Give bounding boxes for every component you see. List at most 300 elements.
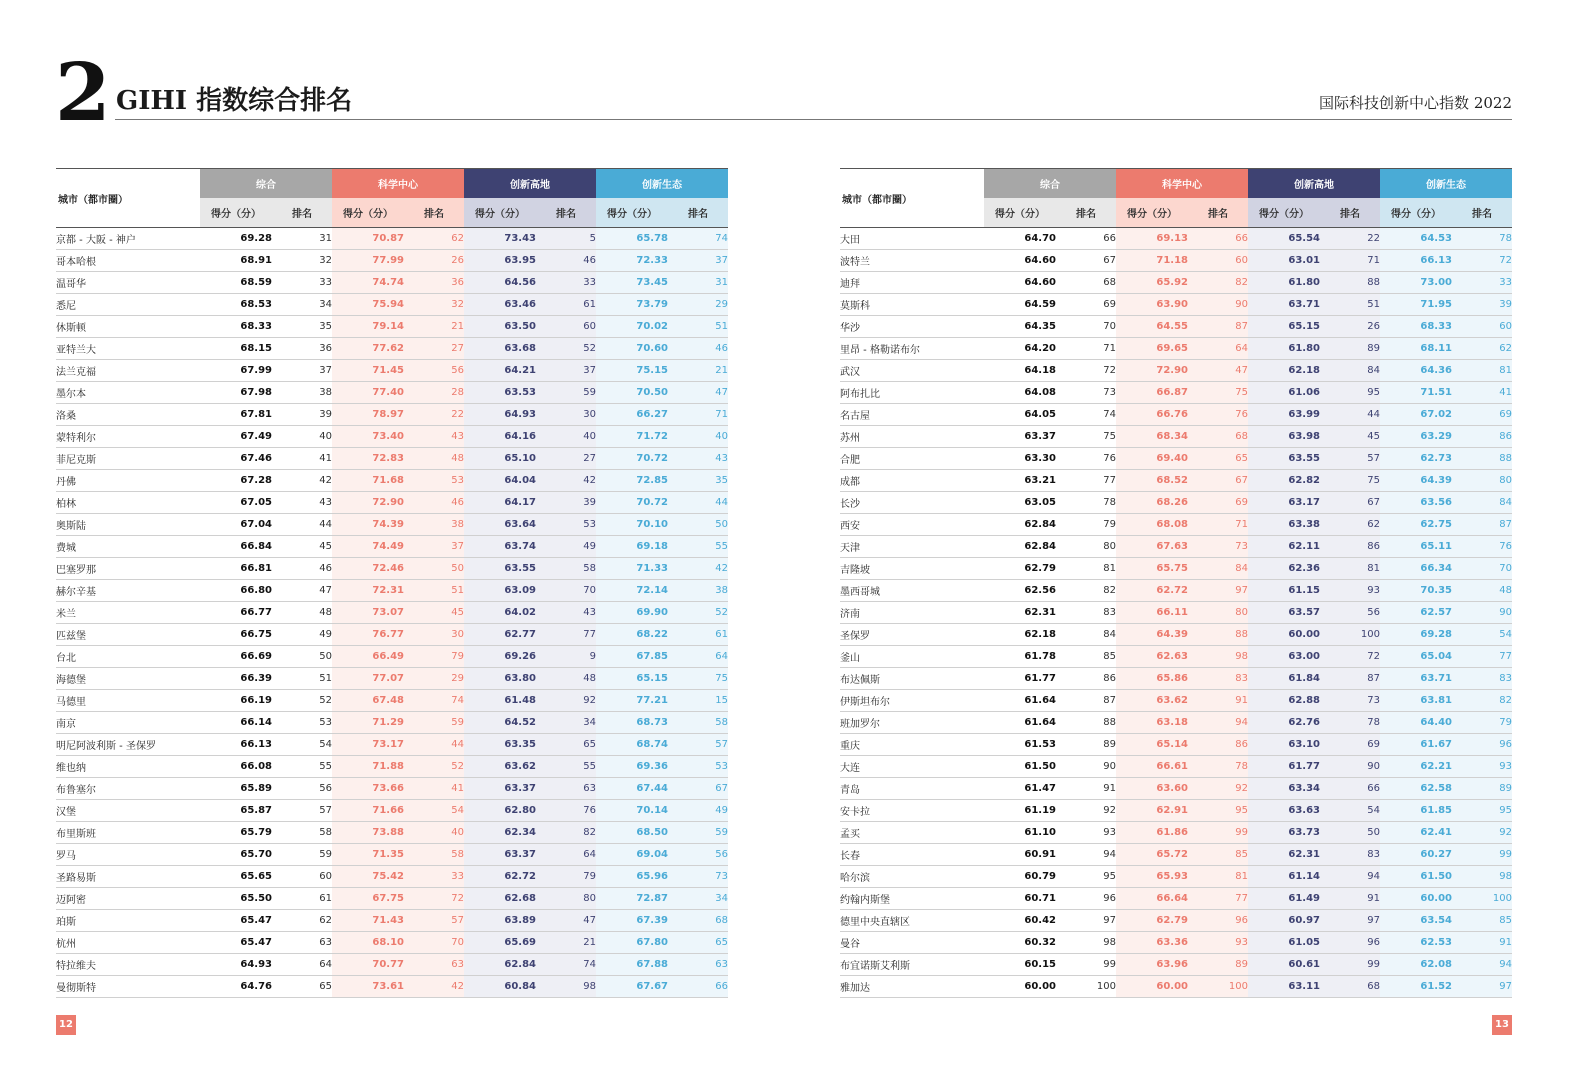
city-name: 费城 [56, 536, 200, 558]
science-center-rank: 48 [404, 448, 464, 470]
table-row [56, 976, 728, 998]
composite-rank: 31 [272, 228, 332, 250]
innovation-highland-rank: 72 [1320, 646, 1380, 668]
innovation-highland-score: 61.80 [1248, 338, 1320, 360]
science-center-score: 63.36 [1116, 932, 1188, 954]
score-column-header: 得分（分） [332, 198, 404, 228]
composite-rank: 82 [1056, 580, 1116, 602]
science-center-score: 72.90 [332, 492, 404, 514]
innovation-ecology-rank: 52 [668, 602, 728, 624]
table-row [840, 712, 1512, 734]
composite-score: 66.14 [200, 712, 272, 734]
composite-rank: 91 [1056, 778, 1116, 800]
science-center-score: 68.34 [1116, 426, 1188, 448]
innovation-ecology-rank: 42 [668, 558, 728, 580]
table-row [840, 514, 1512, 536]
science-center-score: 67.63 [1116, 536, 1188, 558]
report-title: 国际科技创新中心指数 2022 [1319, 94, 1512, 112]
science-center-score: 65.92 [1116, 272, 1188, 294]
innovation-ecology-rank: 15 [668, 690, 728, 712]
innovation-ecology-score: 68.73 [596, 712, 668, 734]
science-center-score: 65.14 [1116, 734, 1188, 756]
science-center-rank: 29 [404, 668, 464, 690]
table-row [840, 602, 1512, 624]
city-name: 明尼阿波利斯 - 圣保罗 [56, 734, 200, 756]
science-center-rank: 97 [1188, 580, 1248, 602]
rank-column-header: 排名 [404, 198, 464, 228]
composite-rank: 76 [1056, 448, 1116, 470]
innovation-highland-rank: 39 [536, 492, 596, 514]
innovation-highland-score: 63.11 [1248, 976, 1320, 998]
ranking-table-right [840, 168, 1512, 998]
science-center-rank: 36 [404, 272, 464, 294]
science-center-group-header: 科学中心 [332, 169, 464, 199]
innovation-highland-score: 62.18 [1248, 360, 1320, 382]
composite-rank: 80 [1056, 536, 1116, 558]
composite-score: 66.19 [200, 690, 272, 712]
composite-rank: 83 [1056, 602, 1116, 624]
innovation-ecology-score: 67.88 [596, 954, 668, 976]
composite-score: 64.35 [984, 316, 1056, 338]
innovation-ecology-score: 70.10 [596, 514, 668, 536]
composite-rank: 77 [1056, 470, 1116, 492]
city-name: 马德里 [56, 690, 200, 712]
innovation-ecology-score: 67.44 [596, 778, 668, 800]
table-row [56, 492, 728, 514]
innovation-highland-rank: 26 [1320, 316, 1380, 338]
composite-score: 68.59 [200, 272, 272, 294]
innovation-ecology-score: 71.51 [1380, 382, 1452, 404]
city-name: 海德堡 [56, 668, 200, 690]
science-center-rank: 22 [404, 404, 464, 426]
innovation-ecology-score: 60.27 [1380, 844, 1452, 866]
city-name: 匹兹堡 [56, 624, 200, 646]
science-center-rank: 57 [404, 910, 464, 932]
innovation-highland-score: 63.10 [1248, 734, 1320, 756]
city-name: 维也纳 [56, 756, 200, 778]
city-name: 安卡拉 [840, 800, 984, 822]
innovation-ecology-score: 66.27 [596, 404, 668, 426]
innovation-ecology-score: 62.73 [1380, 448, 1452, 470]
science-center-score: 70.87 [332, 228, 404, 250]
innovation-ecology-score: 71.95 [1380, 294, 1452, 316]
innovation-ecology-rank: 99 [1452, 844, 1512, 866]
city-name: 曼谷 [840, 932, 984, 954]
science-center-group-header: 科学中心 [1116, 169, 1248, 199]
composite-rank: 78 [1056, 492, 1116, 514]
city-name: 温哥华 [56, 272, 200, 294]
innovation-highland-rank: 96 [1320, 932, 1380, 954]
innovation-highland-score: 60.84 [464, 976, 536, 998]
science-center-score: 73.17 [332, 734, 404, 756]
composite-rank: 33 [272, 272, 332, 294]
innovation-highland-score: 62.11 [1248, 536, 1320, 558]
innovation-ecology-score: 72.87 [596, 888, 668, 910]
innovation-highland-rank: 42 [536, 470, 596, 492]
innovation-ecology-rank: 59 [668, 822, 728, 844]
innovation-highland-score: 63.46 [464, 294, 536, 316]
innovation-ecology-score: 70.72 [596, 448, 668, 470]
composite-rank: 32 [272, 250, 332, 272]
innovation-ecology-score: 68.50 [596, 822, 668, 844]
science-center-rank: 74 [404, 690, 464, 712]
innovation-highland-score: 64.56 [464, 272, 536, 294]
innovation-ecology-rank: 98 [1452, 866, 1512, 888]
innovation-ecology-score: 65.11 [1380, 536, 1452, 558]
city-name: 巴塞罗那 [56, 558, 200, 580]
composite-score: 62.79 [984, 558, 1056, 580]
science-center-score: 75.42 [332, 866, 404, 888]
innovation-ecology-score: 69.28 [1380, 624, 1452, 646]
table-row [840, 690, 1512, 712]
science-center-score: 69.13 [1116, 228, 1188, 250]
innovation-highland-score: 64.17 [464, 492, 536, 514]
city-name: 迪拜 [840, 272, 984, 294]
science-center-rank: 81 [1188, 866, 1248, 888]
city-name: 大田 [840, 228, 984, 250]
composite-rank: 66 [1056, 228, 1116, 250]
innovation-ecology-rank: 92 [1452, 822, 1512, 844]
innovation-highland-rank: 95 [1320, 382, 1380, 404]
science-center-score: 65.86 [1116, 668, 1188, 690]
science-center-score: 65.93 [1116, 866, 1188, 888]
composite-rank: 45 [272, 536, 332, 558]
innovation-highland-rank: 83 [1320, 844, 1380, 866]
innovation-highland-score: 61.49 [1248, 888, 1320, 910]
innovation-ecology-rank: 88 [1452, 448, 1512, 470]
table-row [56, 822, 728, 844]
composite-score: 67.05 [200, 492, 272, 514]
composite-score: 61.77 [984, 668, 1056, 690]
innovation-highland-score: 61.14 [1248, 866, 1320, 888]
science-center-rank: 84 [1188, 558, 1248, 580]
table-row [840, 888, 1512, 910]
composite-rank: 93 [1056, 822, 1116, 844]
innovation-highland-score: 63.74 [464, 536, 536, 558]
composite-rank: 47 [272, 580, 332, 602]
city-name: 迈阿密 [56, 888, 200, 910]
city-name: 布宜诺斯艾利斯 [840, 954, 984, 976]
science-center-rank: 80 [1188, 602, 1248, 624]
composite-score: 67.49 [200, 426, 272, 448]
city-name: 圣保罗 [840, 624, 984, 646]
innovation-highland-score: 65.54 [1248, 228, 1320, 250]
composite-rank: 87 [1056, 690, 1116, 712]
composite-score: 67.28 [200, 470, 272, 492]
science-center-score: 63.90 [1116, 294, 1188, 316]
city-name: 天津 [840, 536, 984, 558]
table-row [56, 954, 728, 976]
science-center-rank: 68 [1188, 426, 1248, 448]
city-name: 赫尔辛基 [56, 580, 200, 602]
rank-column-header: 排名 [536, 198, 596, 228]
table-row [840, 250, 1512, 272]
innovation-highland-score: 63.17 [1248, 492, 1320, 514]
innovation-highland-score: 61.77 [1248, 756, 1320, 778]
composite-rank: 85 [1056, 646, 1116, 668]
science-center-rank: 66 [1188, 228, 1248, 250]
innovation-highland-score: 62.34 [464, 822, 536, 844]
innovation-ecology-score: 63.56 [1380, 492, 1452, 514]
innovation-ecology-rank: 41 [1452, 382, 1512, 404]
science-center-rank: 51 [404, 580, 464, 602]
innovation-highland-rank: 22 [1320, 228, 1380, 250]
city-name: 雅加达 [840, 976, 984, 998]
innovation-highland-rank: 86 [1320, 536, 1380, 558]
table-row [56, 536, 728, 558]
innovation-ecology-score: 62.08 [1380, 954, 1452, 976]
table-row [56, 932, 728, 954]
table-row [840, 228, 1512, 250]
innovation-ecology-score: 70.60 [596, 338, 668, 360]
table-row [840, 844, 1512, 866]
innovation-ecology-rank: 65 [668, 932, 728, 954]
composite-rank: 88 [1056, 712, 1116, 734]
science-center-score: 73.40 [332, 426, 404, 448]
science-center-score: 71.68 [332, 470, 404, 492]
science-center-rank: 79 [404, 646, 464, 668]
innovation-highland-rank: 44 [1320, 404, 1380, 426]
composite-score: 65.47 [200, 910, 272, 932]
innovation-ecology-rank: 67 [668, 778, 728, 800]
innovation-highland-score: 63.37 [464, 778, 536, 800]
innovation-ecology-score: 62.21 [1380, 756, 1452, 778]
innovation-highland-score: 62.82 [1248, 470, 1320, 492]
composite-score: 62.31 [984, 602, 1056, 624]
table-row [56, 426, 728, 448]
innovation-highland-score: 63.38 [1248, 514, 1320, 536]
innovation-ecology-rank: 91 [1452, 932, 1512, 954]
composite-score: 66.80 [200, 580, 272, 602]
innovation-highland-rank: 73 [1320, 690, 1380, 712]
science-center-score: 74.49 [332, 536, 404, 558]
science-center-rank: 67 [1188, 470, 1248, 492]
innovation-ecology-rank: 63 [668, 954, 728, 976]
table-row [56, 800, 728, 822]
composite-rank: 98 [1056, 932, 1116, 954]
innovation-ecology-rank: 94 [1452, 954, 1512, 976]
science-center-rank: 93 [1188, 932, 1248, 954]
innovation-highland-rank: 76 [536, 800, 596, 822]
innovation-ecology-score: 66.13 [1380, 250, 1452, 272]
science-center-score: 68.10 [332, 932, 404, 954]
table-row [840, 866, 1512, 888]
innovation-highland-score: 61.84 [1248, 668, 1320, 690]
city-name: 蒙特利尔 [56, 426, 200, 448]
composite-score: 64.59 [984, 294, 1056, 316]
table-row [840, 382, 1512, 404]
innovation-ecology-rank: 74 [668, 228, 728, 250]
innovation-highland-score: 63.64 [464, 514, 536, 536]
innovation-ecology-rank: 79 [1452, 712, 1512, 734]
table-row [840, 800, 1512, 822]
science-center-rank: 37 [404, 536, 464, 558]
city-name: 京都 - 大阪 - 神户 [56, 228, 200, 250]
innovation-highland-score: 65.69 [464, 932, 536, 954]
science-center-score: 68.52 [1116, 470, 1188, 492]
science-center-rank: 71 [1188, 514, 1248, 536]
innovation-ecology-rank: 95 [1452, 800, 1512, 822]
innovation-ecology-rank: 51 [668, 316, 728, 338]
innovation-ecology-score: 61.50 [1380, 866, 1452, 888]
composite-rank: 92 [1056, 800, 1116, 822]
innovation-highland-score: 62.77 [464, 624, 536, 646]
science-center-score: 71.18 [1116, 250, 1188, 272]
composite-rank: 74 [1056, 404, 1116, 426]
innovation-ecology-rank: 61 [668, 624, 728, 646]
table-row [56, 448, 728, 470]
science-center-rank: 46 [404, 492, 464, 514]
innovation-ecology-score: 70.02 [596, 316, 668, 338]
innovation-highland-score: 60.97 [1248, 910, 1320, 932]
composite-score: 64.70 [984, 228, 1056, 250]
composite-score: 64.60 [984, 272, 1056, 294]
innovation-highland-rank: 66 [1320, 778, 1380, 800]
city-name: 布达佩斯 [840, 668, 984, 690]
composite-rank: 40 [272, 426, 332, 448]
science-center-score: 71.29 [332, 712, 404, 734]
innovation-ecology-score: 73.45 [596, 272, 668, 294]
innovation-highland-rank: 80 [536, 888, 596, 910]
composite-score: 64.93 [200, 954, 272, 976]
innovation-highland-group-header: 创新高地 [464, 169, 596, 199]
composite-rank: 57 [272, 800, 332, 822]
innovation-ecology-score: 61.85 [1380, 800, 1452, 822]
innovation-ecology-score: 67.39 [596, 910, 668, 932]
science-center-rank: 100 [1188, 976, 1248, 998]
innovation-highland-score: 61.15 [1248, 580, 1320, 602]
innovation-ecology-score: 77.21 [596, 690, 668, 712]
composite-score: 62.18 [984, 624, 1056, 646]
rank-column-header: 排名 [1188, 198, 1248, 228]
science-center-score: 73.66 [332, 778, 404, 800]
innovation-highland-rank: 70 [536, 580, 596, 602]
composite-score: 60.79 [984, 866, 1056, 888]
innovation-highland-score: 64.16 [464, 426, 536, 448]
city-name: 布里斯班 [56, 822, 200, 844]
composite-score: 61.47 [984, 778, 1056, 800]
composite-rank: 99 [1056, 954, 1116, 976]
composite-rank: 42 [272, 470, 332, 492]
composite-score: 60.32 [984, 932, 1056, 954]
innovation-highland-rank: 91 [1320, 888, 1380, 910]
city-name: 墨尔本 [56, 382, 200, 404]
innovation-ecology-score: 63.29 [1380, 426, 1452, 448]
science-center-rank: 91 [1188, 690, 1248, 712]
innovation-highland-score: 63.68 [464, 338, 536, 360]
table-row [56, 734, 728, 756]
innovation-ecology-score: 71.33 [596, 558, 668, 580]
science-center-rank: 59 [404, 712, 464, 734]
composite-score: 63.37 [984, 426, 1056, 448]
composite-rank: 58 [272, 822, 332, 844]
innovation-ecology-rank: 29 [668, 294, 728, 316]
innovation-ecology-score: 61.67 [1380, 734, 1452, 756]
science-center-score: 66.76 [1116, 404, 1188, 426]
innovation-highland-rank: 100 [1320, 624, 1380, 646]
innovation-highland-score: 63.37 [464, 844, 536, 866]
innovation-highland-rank: 48 [536, 668, 596, 690]
science-center-score: 65.72 [1116, 844, 1188, 866]
composite-score: 65.70 [200, 844, 272, 866]
science-center-score: 62.63 [1116, 646, 1188, 668]
innovation-ecology-score: 72.33 [596, 250, 668, 272]
composite-score: 61.64 [984, 712, 1056, 734]
score-column-header: 得分（分） [1248, 198, 1320, 228]
science-center-score: 69.65 [1116, 338, 1188, 360]
innovation-ecology-score: 69.18 [596, 536, 668, 558]
innovation-highland-rank: 89 [1320, 338, 1380, 360]
city-name: 布鲁塞尔 [56, 778, 200, 800]
composite-score: 68.91 [200, 250, 272, 272]
innovation-ecology-score: 68.33 [1380, 316, 1452, 338]
city-name: 丹佛 [56, 470, 200, 492]
composite-score: 64.05 [984, 404, 1056, 426]
innovation-highland-score: 62.68 [464, 888, 536, 910]
innovation-ecology-rank: 68 [668, 910, 728, 932]
city-name: 阿布扎比 [840, 382, 984, 404]
science-center-score: 72.83 [332, 448, 404, 470]
city-name: 华沙 [840, 316, 984, 338]
innovation-highland-score: 63.73 [1248, 822, 1320, 844]
innovation-ecology-score: 70.14 [596, 800, 668, 822]
science-center-score: 63.62 [1116, 690, 1188, 712]
ranking-table-right-body [840, 228, 1512, 998]
composite-score: 63.21 [984, 470, 1056, 492]
science-center-rank: 70 [404, 932, 464, 954]
innovation-highland-score: 63.98 [1248, 426, 1320, 448]
composite-rank: 43 [272, 492, 332, 514]
innovation-ecology-rank: 35 [668, 470, 728, 492]
chapter-title: GIHI 指数综合排名 [116, 86, 353, 116]
innovation-ecology-rank: 71 [668, 404, 728, 426]
innovation-highland-rank: 97 [1320, 910, 1380, 932]
science-center-score: 71.35 [332, 844, 404, 866]
table-row [840, 338, 1512, 360]
composite-score: 67.81 [200, 404, 272, 426]
composite-rank: 41 [272, 448, 332, 470]
table-row [56, 756, 728, 778]
science-center-score: 64.55 [1116, 316, 1188, 338]
innovation-ecology-rank: 47 [668, 382, 728, 404]
innovation-ecology-score: 68.11 [1380, 338, 1452, 360]
science-center-score: 65.75 [1116, 558, 1188, 580]
innovation-ecology-rank: 86 [1452, 426, 1512, 448]
innovation-highland-rank: 27 [536, 448, 596, 470]
composite-rank: 94 [1056, 844, 1116, 866]
table-row [840, 734, 1512, 756]
science-center-rank: 53 [404, 470, 464, 492]
science-center-rank: 40 [404, 822, 464, 844]
innovation-ecology-score: 69.04 [596, 844, 668, 866]
innovation-highland-score: 63.71 [1248, 294, 1320, 316]
innovation-ecology-rank: 97 [1452, 976, 1512, 998]
science-center-rank: 94 [1188, 712, 1248, 734]
science-center-rank: 76 [1188, 404, 1248, 426]
innovation-highland-rank: 59 [536, 382, 596, 404]
city-name: 青岛 [840, 778, 984, 800]
rank-column-header: 排名 [1452, 198, 1512, 228]
composite-rank: 53 [272, 712, 332, 734]
table-row [56, 844, 728, 866]
table-row [56, 712, 728, 734]
composite-rank: 67 [1056, 250, 1116, 272]
innovation-highland-score: 63.00 [1248, 646, 1320, 668]
innovation-highland-score: 63.01 [1248, 250, 1320, 272]
innovation-highland-score: 65.15 [1248, 316, 1320, 338]
table-row [840, 668, 1512, 690]
innovation-ecology-rank: 54 [1452, 624, 1512, 646]
